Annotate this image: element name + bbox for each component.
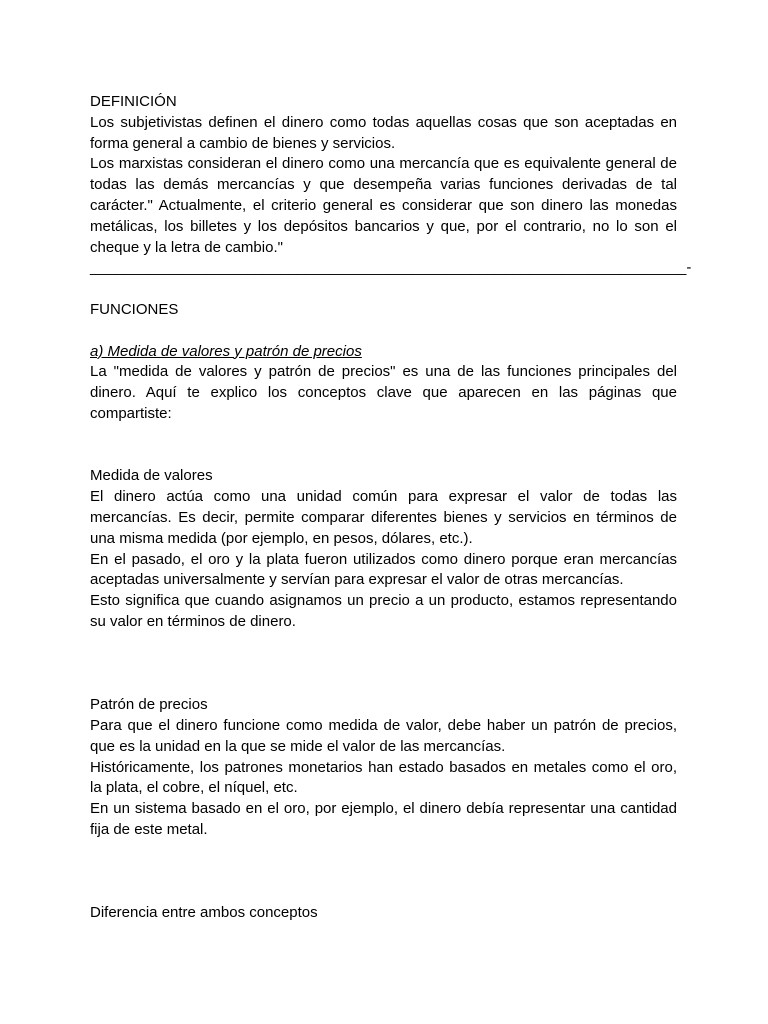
subsection-heading-medida: Medida de valores bbox=[90, 467, 213, 485]
paragraph-patron-3: En un sistema basado en el oro, por ejemplo, el dinero debía representar una cantidad fija de este metal. bbox=[90, 800, 677, 838]
paragraph-marxistas: Los marxistas consideran el dinero como una mercancía que es equivalente general de todas las demás mercancías y que desempeña varias funciones derivadas de tal carácter." Actualmente, el criterio general es considerar que son dinero las monedas metálicas, los billetes y los depósitos bancarios y que, por el contrario, no lo son el cheque y la letra de cambio." bbox=[90, 155, 677, 256]
subheading-medida-patron: a) Medida de valores y patrón de precios bbox=[90, 342, 362, 360]
subsection-heading-diferencia: Diferencia entre ambos conceptos bbox=[90, 904, 318, 922]
spacer bbox=[90, 321, 677, 342]
section-heading-funciones: FUNCIONES bbox=[90, 300, 179, 318]
paragraph-funciones-intro: La "medida de valores y patrón de precios" es una de las funciones principales del dinero. Aquí te explico los conceptos clave que aparecen en las páginas que compartiste: bbox=[90, 363, 677, 422]
section-heading-definicion: DEFINICIÓN bbox=[90, 93, 177, 110]
paragraph-subjetivistas: Los subjetivistas definen el dinero como todas aquellas cosas que son aceptadas en forma general a cambio de bienes y servicios. bbox=[90, 113, 677, 152]
paragraph-medida-2: En el pasado, el oro y la plata fueron utilizados como dinero porque eran mercancías aceptadas universalmente y servían para expresar el valor de otras mercancías. bbox=[90, 550, 677, 589]
document-page bbox=[90, 92, 692, 924]
spacer bbox=[90, 841, 677, 903]
paragraph-patron-2: Históricamente, los patrones monetarios han estado basados en metales como el oro, la plata, el cobre, el níquel, etc. bbox=[90, 758, 677, 797]
paragraph-patron-1: Para que el dinero funcione como medida de valor, debe haber un patrón de precios, que es la unidad en la que se mide el valor de las mercancías. bbox=[90, 716, 677, 755]
spacer bbox=[90, 279, 677, 300]
spacer bbox=[90, 633, 677, 695]
paragraph-medida-1: El dinero actúa como una unidad común para expresar el valor de todas las mercancías. Es decir, permite comparar diferentes bienes y servicios en términos de una misma medida (por ejemplo, en pesos, dólares, etc.). bbox=[90, 488, 677, 547]
paragraph-medida-3: Esto significa que cuando asignamos un precio a un producto, estamos representando su valor en términos de dinero. bbox=[90, 592, 677, 630]
subsection-heading-patron: Patrón de precios bbox=[90, 696, 208, 714]
horizontal-rule-text: ________________________________________________________________________- bbox=[90, 259, 692, 277]
spacer bbox=[90, 425, 677, 467]
